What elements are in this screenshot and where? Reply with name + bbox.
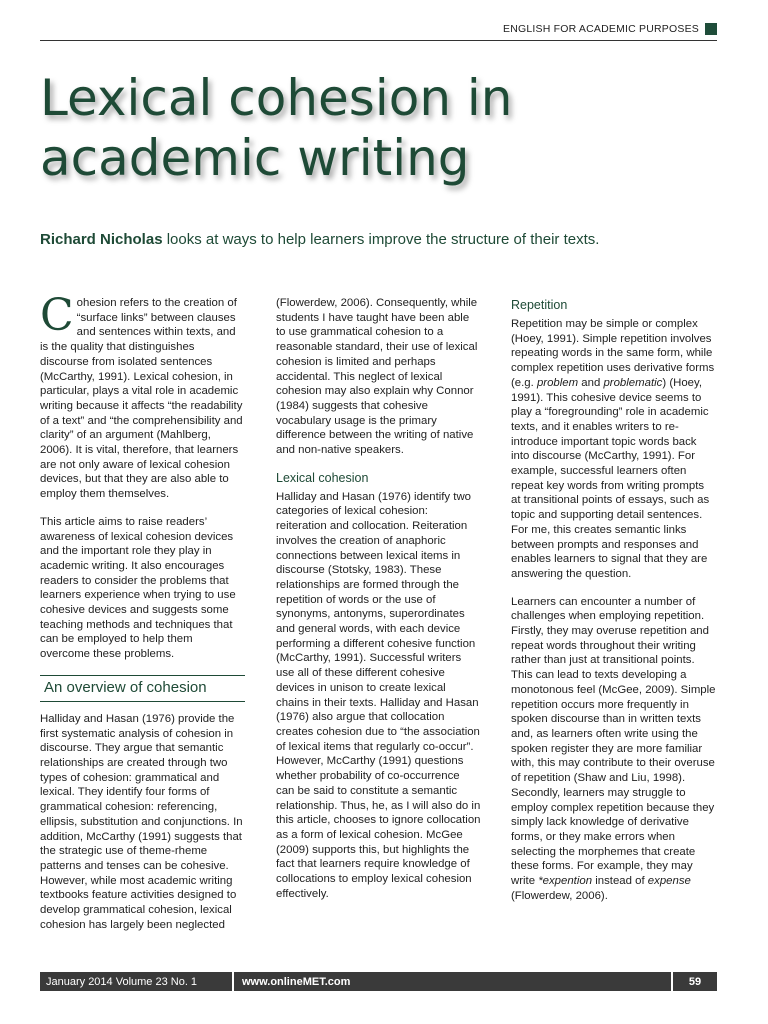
text-run: ) (Hoey, 1991). This cohesive device seems to play a “foregrounding” role in academic texts, and it enables writers to re-introduce important topic words back into discourse (McCarthy, 1991). For example, successful learners often repeat key words from writing prompts at transitional points of essays, such as topic and supporting detail sentences. For me, this creates semantic links between prompts and responses and enables learners to signal that they are answering the question. (511, 376, 710, 580)
author-name: Richard Nicholas (40, 231, 163, 248)
title-line-2: academic writing (40, 129, 470, 187)
overview-paragraph: Halliday and Hasan (1976) provide the first systematic analysis of cohesion in discourse. They argue that semantic relationships are created through two types of cohesion: grammatical and lexical. They identify four forms of grammatical cohesion: referencing, ellipsis, substitution and conjunctions. In addition, McCarthy (1991) suggests that the strategic use of theme-rheme patterns and tenses can be cohesive. However, while most academic writing textbooks feature activities designed to develop grammatical cohesion, lexical cohesion has largely been neglected (40, 712, 243, 931)
column-1 (40, 290, 245, 945)
section-label: ENGLISH FOR ACADEMIC PURPOSES (502, 23, 699, 35)
italic-term: expense (647, 875, 691, 888)
section-heading-overview: An overview of cohesion (40, 675, 245, 702)
challenges-paragraph (511, 595, 716, 904)
column-3 (511, 296, 716, 916)
intro-text: ohesion refers to the creation of “surface links” between clauses and sentences within texts, and is the quality that distinguishes discourse from isolated sentences (McCarthy, 1991). Lexical cohesion, in particular, plays a vital role in academic writing because it affects “the readability of a text” and “the comprehensibility and clarity” of an argument (Mahlberg, 2006). It is vital, therefore, that learners are not only aware of lexical cohesion devices, but that they are also able to employ them themselves. (40, 297, 243, 501)
continuation-paragraph: (Flowerdew, 2006). Consequently, while students I have taught have been able to use grammatical cohesion to a reasonable standard, their use of lexical cohesion is limited and perhaps accidental. This neglect of lexical cohesion may also explain why Connor (1984) suggests that cohesive vocabulary usage is the primary difference between the writing of native and non-native speakers. (276, 297, 478, 457)
page-footer (40, 972, 717, 991)
text-run: instead of (592, 875, 648, 888)
header-square-icon (705, 23, 717, 35)
standfirst-text: looks at ways to help learners improve the structure of their texts. (162, 231, 600, 248)
repetition-paragraph (511, 317, 716, 582)
page-number: 59 (671, 972, 717, 991)
standfirst (40, 231, 740, 248)
subheading-lexical-cohesion: Lexical cohesion (276, 470, 369, 485)
lexical-cohesion-paragraph: Halliday and Hasan (1976) identify two categories of lexical cohesion: reiteration and collocation. Reiteration involves the creation of anaphoric connections between lexical items in discourse (Stotsky, 1983). These relationships are formed through the repetition of words or the use of synonyms, antonyms, superordinates and general words, with each device performing a different cohesive function (McCarthy, 1991). Successful writers use all of these different cohesive devices in unison to create lexical chains in their texts. Halliday and Hasan (1976) also argue that collocation creates cohesion due to “the association of lexical items that regularly co-occur”. However, McCarthy (1991) questions whether probability of co-occurrence can be said to constitute a semantic relationship. Thus, he, as I will also do in this article, chooses to ignore collocation as a form of lexical cohesion. McGee (2009) supports this, but highlights the fact that learners require knowledge of collocations to employ lexical cohesion effectively. (276, 490, 481, 900)
subheading-repetition: Repetition (511, 298, 568, 312)
text-run: Repetition may be simple or complex (Hoey, 1991). Simple repetition involves repeating words in the same form, while complex repetition uses derivative forms (e.g. (511, 318, 715, 389)
italic-term: *expention (538, 875, 593, 888)
aim-paragraph: This article aims to raise readers’ awareness of lexical cohesion devices and the important role they play in academic writing. It also encourages readers to consider the problems that learners experience when trying to use cohesive devices and suggests some teaching methods and techniques that can be employed to help them overcome these problems. (40, 515, 236, 661)
text-run: and (578, 376, 604, 389)
drop-cap: C (40, 290, 74, 341)
title-line-1: Lexical cohesion in (40, 69, 513, 127)
italic-term: problem (536, 376, 579, 389)
running-header (40, 18, 717, 41)
issue-info: January 2014 Volume 23 No. 1 (40, 972, 234, 991)
column-2 (276, 296, 481, 914)
text-run: Learners can encounter a number of challenges when employing repetition. Firstly, they may overuse repetition and repeat words throughout their writing rather than just at transitional points. This can lead to texts developing a monotonous feel (McGee, 2009). Simple repetition occurs more frequently in spoken discourse than in written texts and, as learners often write using the spoken register they are more familiar with, this may contribute to their overuse of repetition (Shaw and Liu, 1998). Secondly, learners may struggle to employ complex repetition because they simply lack knowledge of derivative forms, or they make errors when selecting the morphemes that create these forms. For example, they may write (511, 595, 716, 888)
intro-paragraph (40, 290, 245, 502)
website-link[interactable]: www.onlineMET.com (242, 975, 351, 988)
italic-term: problematic (603, 376, 663, 389)
text-run: (Flowerdew, 2006). (511, 889, 608, 902)
article-title (40, 68, 640, 188)
